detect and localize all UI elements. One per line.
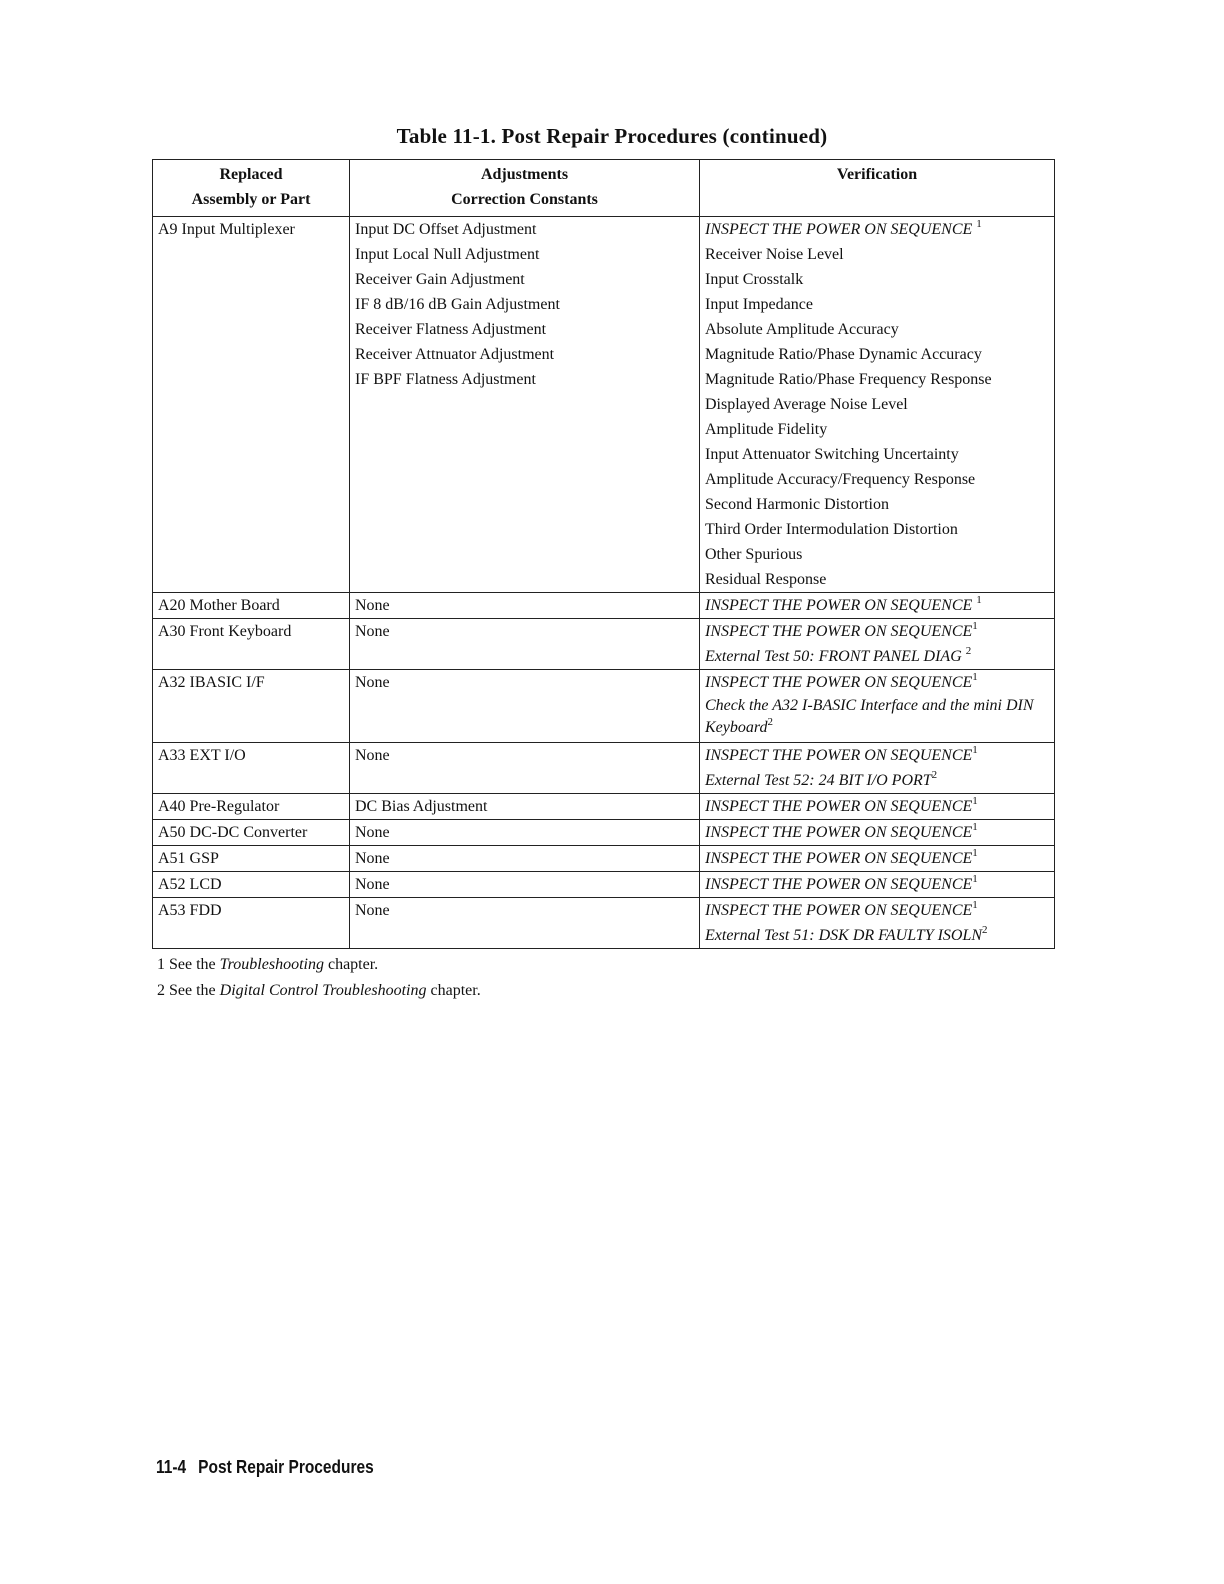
- table-row: [153, 292, 1055, 317]
- adjustment-cell: [350, 467, 700, 492]
- verification-cell: [700, 242, 1055, 267]
- verification-text: Input Impedance: [705, 296, 813, 313]
- footnote-marker: 2: [982, 924, 988, 936]
- adjustment-cell: [350, 644, 700, 670]
- adjustment-cell: [350, 517, 700, 542]
- verification-cell: [700, 542, 1055, 567]
- footnote-1: 1 See the Troubleshooting chapter.: [157, 956, 379, 973]
- footnote-marker: 1: [972, 620, 978, 632]
- verification-cell: [700, 567, 1055, 593]
- table-row: [153, 467, 1055, 492]
- adjustment-cell: None: [350, 593, 700, 619]
- footnote-marker: 1: [972, 671, 978, 683]
- verification-text: Check the A32 I-BASIC Interface and the mini DIN Keyboard: [705, 697, 1034, 736]
- assembly-cell: [153, 567, 350, 593]
- table-row: [153, 367, 1055, 392]
- footnote-marker: 1: [976, 594, 982, 606]
- table-row: [153, 517, 1055, 542]
- verification-cell: [700, 442, 1055, 467]
- adjustment-cell: None: [350, 670, 700, 696]
- verification-cell: [700, 898, 1055, 924]
- verification-text: INSPECT THE POWER ON SEQUENCE: [705, 902, 973, 919]
- assembly-cell: A32 IBASIC I/F: [153, 670, 350, 696]
- adjustment-cell: None: [350, 872, 700, 898]
- table-row: [153, 695, 1055, 743]
- verification-cell: [700, 644, 1055, 670]
- assembly-cell: A50 DC-DC Converter: [153, 820, 350, 846]
- table-row: [153, 342, 1055, 367]
- adjustment-cell: [350, 417, 700, 442]
- assembly-cell: [153, 242, 350, 267]
- table-row: [153, 923, 1055, 949]
- table-row: [153, 794, 1055, 820]
- assembly-cell: [153, 644, 350, 670]
- adjustment-cell: IF 8 dB/16 dB Gain Adjustment: [350, 292, 700, 317]
- verification-cell: [700, 923, 1055, 949]
- assembly-cell: A20 Mother Board: [153, 593, 350, 619]
- verification-cell: [700, 846, 1055, 872]
- verification-text: Amplitude Fidelity: [705, 421, 828, 438]
- assembly-cell: A30 Front Keyboard: [153, 619, 350, 645]
- adjustment-cell: None: [350, 846, 700, 872]
- assembly-cell: [153, 542, 350, 567]
- header-replaced-assembly: Replaced Assembly or Part: [153, 160, 350, 217]
- assembly-cell: A9 Input Multiplexer: [153, 217, 350, 243]
- verification-cell: [700, 593, 1055, 619]
- verification-cell: [700, 492, 1055, 517]
- assembly-cell: [153, 292, 350, 317]
- table-title: Table 11-1. Post Repair Procedures (continued): [396, 124, 828, 148]
- verification-text: External Test 50: FRONT PANEL DIAG: [705, 648, 966, 665]
- table-row: [153, 846, 1055, 872]
- assembly-cell: [153, 695, 350, 743]
- table-row: [153, 619, 1055, 645]
- table-row: [153, 417, 1055, 442]
- assembly-cell: [153, 492, 350, 517]
- verification-text: INSPECT THE POWER ON SEQUENCE: [705, 850, 973, 867]
- adjustment-cell: [350, 695, 700, 743]
- page-number: 11-4: [156, 1457, 187, 1477]
- adjustment-cell: Receiver Flatness Adjustment: [350, 317, 700, 342]
- verification-text: Second Harmonic Distortion: [705, 496, 889, 513]
- adjustment-cell: None: [350, 743, 700, 769]
- verification-text: External Test 52: 24 BIT I/O PORT: [705, 772, 932, 789]
- footnote-marker: 2: [965, 645, 972, 657]
- footnote-marker: 1: [972, 873, 978, 885]
- footnote-marker: 1: [972, 795, 978, 807]
- assembly-cell: [153, 768, 350, 794]
- assembly-cell: [153, 442, 350, 467]
- post-repair-table: [152, 159, 1055, 949]
- table-row: [153, 442, 1055, 467]
- footnote-ref: Digital Control Troubleshooting: [219, 982, 427, 999]
- assembly-cell: [153, 923, 350, 949]
- adjustment-cell: [350, 542, 700, 567]
- table-row: [153, 542, 1055, 567]
- verification-cell: [700, 342, 1055, 367]
- verification-text: INSPECT THE POWER ON SEQUENCE: [705, 798, 973, 815]
- verification-text: INSPECT THE POWER ON SEQUENCE: [705, 674, 973, 691]
- assembly-cell: [153, 517, 350, 542]
- assembly-cell: [153, 467, 350, 492]
- verification-text: Magnitude Ratio/Phase Dynamic Accuracy: [705, 346, 982, 363]
- table-row: [153, 217, 1055, 243]
- verification-text: INSPECT THE POWER ON SEQUENCE: [705, 221, 977, 238]
- assembly-cell: A33 EXT I/O: [153, 743, 350, 769]
- footnote-marker: 1: [976, 218, 982, 230]
- adjustment-cell: [350, 442, 700, 467]
- table-row: [153, 242, 1055, 267]
- table-row: [153, 492, 1055, 517]
- verification-cell: [700, 619, 1055, 645]
- table-row: [153, 593, 1055, 619]
- table-row: [153, 567, 1055, 593]
- assembly-cell: [153, 367, 350, 392]
- table-body: [153, 217, 1055, 949]
- verification-cell: [700, 467, 1055, 492]
- adjustment-cell: [350, 492, 700, 517]
- header-adjustments: Adjustments Correction Constants: [350, 160, 700, 217]
- verification-text: INSPECT THE POWER ON SEQUENCE: [705, 747, 973, 764]
- adjustment-cell: [350, 392, 700, 417]
- adjustment-cell: Receiver Gain Adjustment: [350, 267, 700, 292]
- verification-cell: [700, 670, 1055, 696]
- table-row: [153, 392, 1055, 417]
- verification-cell: [700, 392, 1055, 417]
- footnote-marker: 1: [972, 899, 978, 911]
- verification-text: Other Spurious: [705, 546, 803, 563]
- footnote-ref: Troubleshooting: [219, 956, 324, 973]
- table-row: [153, 898, 1055, 924]
- verification-cell: [700, 417, 1055, 442]
- verification-cell: [700, 695, 1055, 743]
- assembly-cell: [153, 317, 350, 342]
- verification-text: Residual Response: [705, 571, 827, 588]
- assembly-cell: [153, 267, 350, 292]
- footnote-2: 2 See the Digital Control Troubleshooting chapter.: [157, 982, 481, 999]
- adjustment-cell: IF BPF Flatness Adjustment: [350, 367, 700, 392]
- assembly-cell: [153, 417, 350, 442]
- verification-text: Amplitude Accuracy/Frequency Response: [705, 471, 976, 488]
- adjustment-cell: Receiver Attnuator Adjustment: [350, 342, 700, 367]
- verification-cell: [700, 820, 1055, 846]
- adjustment-cell: None: [350, 898, 700, 924]
- adjustment-cell: [350, 923, 700, 949]
- verification-cell: [700, 872, 1055, 898]
- verification-text: Absolute Amplitude Accuracy: [705, 321, 899, 338]
- adjustment-cell: [350, 768, 700, 794]
- adjustment-cell: None: [350, 619, 700, 645]
- header-verification: Verification: [700, 160, 1055, 217]
- verification-cell: [700, 217, 1055, 243]
- verification-cell: [700, 517, 1055, 542]
- verification-text: INSPECT THE POWER ON SEQUENCE: [705, 876, 973, 893]
- table-row: [153, 267, 1055, 292]
- assembly-cell: A52 LCD: [153, 872, 350, 898]
- table-row: [153, 768, 1055, 794]
- table-row: [153, 872, 1055, 898]
- verification-cell: [700, 794, 1055, 820]
- section-name: Post Repair Procedures: [198, 1457, 374, 1477]
- page-footer: [156, 1457, 374, 1478]
- footnote-marker: 2: [931, 769, 938, 781]
- adjustment-cell: None: [350, 820, 700, 846]
- table-row: [153, 644, 1055, 670]
- adjustment-cell: [350, 567, 700, 593]
- footnote-marker: 1: [972, 821, 978, 833]
- verification-text: Third Order Intermodulation Distortion: [705, 521, 958, 538]
- assembly-cell: [153, 392, 350, 417]
- footnote-marker: 1: [972, 744, 978, 756]
- verification-text: Input Crosstalk: [705, 271, 804, 288]
- assembly-cell: [153, 342, 350, 367]
- verification-text: External Test 51: DSK DR FAULTY ISOLN: [705, 927, 983, 944]
- adjustment-cell: Input Local Null Adjustment: [350, 242, 700, 267]
- verification-cell: [700, 267, 1055, 292]
- verification-cell: [700, 317, 1055, 342]
- assembly-cell: A53 FDD: [153, 898, 350, 924]
- footnote-marker: 2: [767, 716, 774, 728]
- verification-cell: [700, 768, 1055, 794]
- verification-cell: [700, 292, 1055, 317]
- assembly-cell: A51 GSP: [153, 846, 350, 872]
- verification-cell: [700, 367, 1055, 392]
- adjustment-cell: Input DC Offset Adjustment: [350, 217, 700, 243]
- assembly-cell: A40 Pre-Regulator: [153, 794, 350, 820]
- table-row: [153, 317, 1055, 342]
- verification-text: Displayed Average Noise Level: [705, 396, 908, 413]
- verification-text: Magnitude Ratio/Phase Frequency Response: [705, 371, 992, 388]
- verification-text: Input Attenuator Switching Uncertainty: [705, 446, 959, 463]
- table-row: [153, 670, 1055, 696]
- table-row: [153, 743, 1055, 769]
- verification-text: INSPECT THE POWER ON SEQUENCE: [705, 623, 973, 640]
- verification-text: Receiver Noise Level: [705, 246, 844, 263]
- adjustment-cell: DC Bias Adjustment: [350, 794, 700, 820]
- table-header-row: [153, 160, 1055, 217]
- verification-text: INSPECT THE POWER ON SEQUENCE: [705, 597, 977, 614]
- verification-text: INSPECT THE POWER ON SEQUENCE: [705, 824, 973, 841]
- footnote-marker: 1: [972, 847, 978, 859]
- table-row: [153, 820, 1055, 846]
- verification-cell: [700, 743, 1055, 769]
